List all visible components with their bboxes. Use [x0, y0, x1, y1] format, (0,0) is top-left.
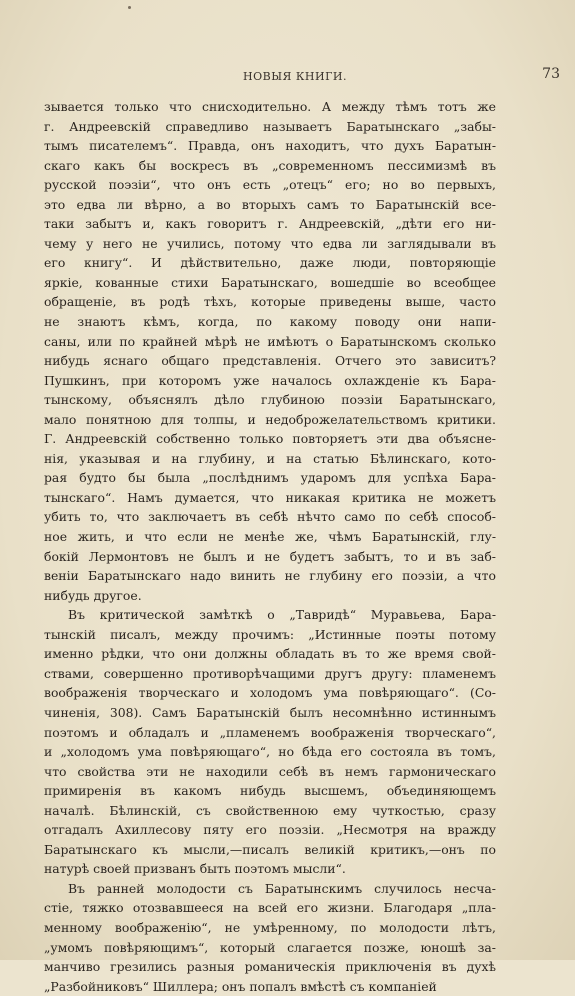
text-line: примиренія въ какомъ нибудь высшемъ, объединяющемъ [44, 783, 496, 799]
text-line: тынскаго“. Намъ думается, что никакая критика не можетъ [44, 489, 496, 505]
text-line: русской поэзіи“, что онъ есть „отецъ“ его; но во первыхъ, [44, 177, 496, 193]
text-line: Г. Андреевскій собственно только повторяетъ эти два объясне- [44, 431, 496, 447]
paragraph [44, 879, 496, 996]
running-head [30, 66, 560, 86]
text-line: его книгу“. И дѣйствительно, даже люди, повторяющіе [44, 255, 496, 271]
text-line: саны, или по крайней мѣрѣ не имѣютъ о Баратынскомъ сколько [44, 333, 496, 349]
text-line: убить то, что заключаетъ въ себѣ нѣчто само по себѣ способ- [44, 509, 496, 525]
text-line: таки забытъ и, какъ говоритъ г. Андреевскій, „дѣти его ни- [44, 216, 496, 232]
body-text [44, 97, 496, 996]
text-line: тынскому, объяснялъ дѣло глубиною поэзіи Баратынскаго, [44, 392, 496, 408]
text-line: ствами, совершенно противорѣчащими другъ другу: пламенемъ [44, 665, 496, 681]
text-line: тынскій писалъ, между прочимъ: „Истинные поэты потому [44, 626, 496, 642]
text-line: и „холодомъ ума повѣряющаго“, но бѣда его состояла въ томъ, [44, 744, 496, 760]
text-line: чиненія, 308). Самъ Баратынскій былъ несомнѣнно истиннымъ [44, 704, 496, 720]
text-line: Баратынскаго къ мысли,—писалъ великій критикъ,—онъ по [44, 841, 496, 857]
page-number: 73 [542, 66, 560, 82]
text-line: скаго какъ бы воскресъ въ „современномъ пессимизмѣ въ [44, 157, 496, 173]
text-line: „умомъ повѣряющимъ“, который слагается позже, юношѣ за- [44, 939, 496, 955]
text-line: нія, указывая и на глубину, и на статью Бѣлинскаго, кото- [44, 450, 496, 466]
text-line: натурѣ своей призванъ быть поэтомъ мысли“. [44, 861, 346, 877]
text-line: что свойства эти не находили себѣ въ немъ гармоническаго [44, 763, 496, 779]
text-line: зывается только что снисходительно. А между тѣмъ тотъ же [44, 99, 496, 114]
text-line: не знаютъ кѣмъ, когда, по какому поводу они напи- [44, 314, 496, 330]
text-line: веніи Баратынскаго надо винить не глубину его поэзіи, а что [44, 568, 496, 584]
running-head-title: НОВЫЯ КНИГИ. [243, 70, 347, 83]
text-line: тымъ писателемъ“. Правда, онъ находитъ, что духъ Баратын- [44, 138, 496, 154]
paragraph [44, 605, 496, 879]
text-line: началѣ. Бѣлинскій, съ свойственною ему чуткостью, сразу [44, 802, 496, 818]
text-line: бокій Лермонтовъ не былъ и не будетъ забытъ, то и въ заб- [44, 548, 496, 564]
text-line: нибудь другое. [44, 587, 142, 603]
text-line: рая будто бы была „послѣднимъ ударомъ для успѣха Бара- [44, 470, 496, 486]
text-line: чему у него не учились, потому что едва ли заглядывали въ [44, 235, 496, 251]
text-line: отгадалъ Ахиллесову пяту его поэзіи. „Несмотря на вражду [44, 822, 496, 838]
text-line: яркіе, кованные стихи Баратынскаго, вошедшіе во всеобщее [44, 274, 496, 290]
text-line: поэтомъ и обладалъ и „пламенемъ воображенія творческаго“, [44, 724, 496, 740]
ink-speck [128, 6, 131, 9]
text-line: манчиво грезились разныя романическія приключенія въ духѣ [44, 959, 496, 975]
text-line: стіе, тяжко отозвавшееся на всей его жизни. Благодаря „пла- [44, 900, 496, 916]
text-line: воображенія творческаго и холодомъ ума повѣряющаго“. (Со- [44, 685, 496, 701]
text-line: нибудь яснаго общаго представленія. Отчего это зависитъ? [44, 353, 496, 369]
text-line: Въ ранней молодости съ Баратынскимъ случилось несча- [68, 880, 496, 896]
text-line: г. Андреевскій справедливо называетъ Баратынскаго „забы- [44, 118, 496, 134]
text-line: „Разбойниковъ“ Шиллера; онъ попалъ вмѣстѣ съ компаніей [44, 978, 437, 994]
text-line: мало понятною для толпы, и недоброжелательствомъ критики. [44, 411, 496, 427]
text-line: Въ критической замѣткѣ о „Тавридѣ“ Муравьева, Бара- [68, 607, 496, 623]
text-line: Пушкинъ, при которомъ уже началось охлажденіе къ Бара- [44, 372, 496, 388]
text-line: именно рѣдки, что они должны обладать въ то же время свой- [44, 646, 496, 662]
text-line: обращеніе, въ родѣ тѣхъ, которые приведены выше, часто [44, 294, 496, 310]
text-line: ное жить, и что если не менѣе же, чѣмъ Баратынскій, глу- [44, 529, 496, 545]
paragraph [44, 97, 496, 605]
text-line: менному воображенію“, не умѣренному, по молодости лѣтъ, [44, 919, 496, 935]
text-line: это едва ли вѣрно, а во вторыхъ самъ то Баратынскій все- [44, 196, 496, 212]
